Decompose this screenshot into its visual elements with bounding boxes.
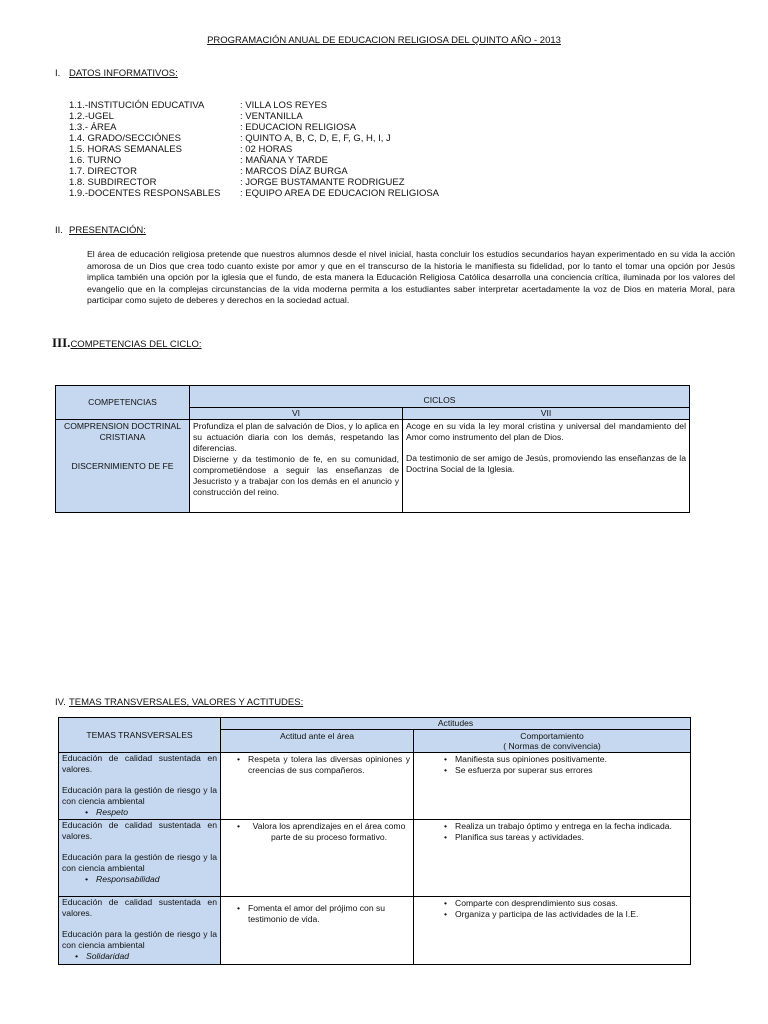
table-row <box>59 718 691 730</box>
header-ciclo-vi: VI <box>190 408 403 420</box>
tema-text: Educación de calidad sustentada en valores. <box>62 820 217 841</box>
info-value: : EDUCACION RELIGIOSA <box>240 122 357 133</box>
actitud-text: • Respeta y tolera las diversas opiniones y creencias de sus compañeros. <box>248 754 410 776</box>
competencia-comprension: COMPRENSION DOCTRINAL CRISTIANA <box>64 421 181 442</box>
info-row <box>0 144 768 155</box>
comportamiento-cell <box>414 753 691 820</box>
tema-text: Educación de calidad sustentada en valores. <box>62 897 217 918</box>
ciclo-vi-text: Profundiza el plan de salvación de Dios, y lo aplica en su actuación diaria con los demás, respetando las diferencias. <box>193 421 399 453</box>
header-ciclos: CICLOS <box>190 386 690 408</box>
tema-text: Educación para la gestión de riesgo y la con ciencia ambiental <box>62 785 217 806</box>
header-actitudes: Actitudes <box>221 718 691 730</box>
tema-cell <box>59 820 221 897</box>
info-row <box>0 177 768 188</box>
header-comportamiento <box>414 730 691 753</box>
info-label: 1.4. GRADO/SECCIÓNES <box>69 133 181 144</box>
tema-text: Educación para la gestión de riesgo y la con ciencia ambiental <box>62 852 217 873</box>
comportamiento-item: • Planifica sus tareas y actividades. <box>455 832 687 843</box>
info-row <box>0 188 768 199</box>
tema-text: Educación para la gestión de riesgo y la con ciencia ambiental <box>62 929 217 950</box>
info-value: : 02 HORAS <box>240 144 293 155</box>
temas-table <box>58 717 691 965</box>
header-temas: TEMAS TRANSVERSALES <box>59 718 221 753</box>
comportamiento-item: • Comparte con desprendimiento sus cosas. <box>455 898 687 909</box>
comportamiento-item: • Manifiesta sus opiniones positivamente. <box>455 754 687 765</box>
tema-text: Educación de calidad sustentada en valores. <box>62 753 217 774</box>
header-comportamiento-title: Comportamiento <box>520 731 584 741</box>
tema-cell <box>59 753 221 820</box>
info-label: 1.6. TURNO <box>69 155 122 166</box>
section-title: PRESENTACIÓN: <box>69 225 146 236</box>
actitud-cell <box>221 820 414 897</box>
header-competencias: COMPETENCIAS <box>56 386 190 420</box>
tema-cell <box>59 897 221 965</box>
info-label: 1.7. DIRECTOR <box>69 166 137 177</box>
info-value: : MAÑANA Y TARDE <box>240 155 328 166</box>
presentation-paragraph: El área de educación religiosa pretende que nuestros alumnos desde el nivel inicial, hasta concluir los estudios secundarios hayan experimentado en su vida la acción amorosa de un Dios que crea todo cuanto existe por amor y que en el transcurso de la historia le manifiesta su fidelidad, por lo tanto el tomar una opción por Jesús implica también una opción por la iglesia que el fundo, de esta manera la Educación Religiosa Católica desarrolla una conciencia crítica, iluminada por los valores del evangelio que en la complejas circunstancias de la vida moderna permita a los estudiantes saber interpretar acertadamente la voz de Dios en materia Moral, para participar como sujeto de deberes y derechos en la sociedad actual. <box>87 249 735 305</box>
table-row <box>59 897 691 965</box>
table-row <box>59 753 691 820</box>
info-value: : JORGE BUSTAMANTE RODRIGUEZ <box>240 177 405 188</box>
info-value: : MARCOS DÍAZ BURGA <box>240 166 348 177</box>
section-title: DATOS INFORMATIVOS: <box>69 68 178 79</box>
valor-text: • Solidaridad <box>86 951 217 962</box>
comportamiento-cell <box>414 897 691 965</box>
actitud-text: • Fomenta el amor del prójimo con su testimonio de vida. <box>248 903 410 925</box>
section-competencias-heading <box>52 335 202 351</box>
info-label: 1.9.-DOCENTES RESPONSABLES <box>69 188 221 199</box>
info-label: 1.5. HORAS SEMANALES <box>69 144 182 155</box>
section-number: II. <box>55 225 63 236</box>
header-actitud-area: Actitud ante el área <box>221 730 414 753</box>
comportamiento-cell <box>414 820 691 897</box>
info-row <box>0 133 768 144</box>
section-temas-heading <box>55 697 303 708</box>
actitud-text: • Valora los aprendizajes en el área como parte de su proceso formativo. <box>248 821 410 843</box>
info-row <box>0 122 768 133</box>
section-number: IV. <box>55 697 66 708</box>
table-row <box>59 820 691 897</box>
section-number: I. <box>55 68 61 79</box>
info-value: : VENTANILLA <box>240 111 303 122</box>
info-label: 1.2.-UGEL <box>69 111 114 122</box>
competencias-table <box>55 385 690 513</box>
ciclo-vi-text: Discierne y da testimonio de fe, en su comunidad, comprometiéndose a seguir las enseñanzas de Jesucristo y a trabajar con los demás en el anuncio y construcción del reino. <box>193 454 399 497</box>
section-title: TEMAS TRANSVERSALES, VALORES Y ACTITUDES: <box>69 697 304 708</box>
info-value: : EQUIPO AREA DE EDUCACION RELIGIOSA <box>240 188 440 199</box>
competencias-names-cell <box>56 420 190 513</box>
page-title: PROGRAMACIÓN ANUAL DE EDUCACION RELIGIOSA DEL QUINTO AÑO - 2013 <box>207 35 561 46</box>
ciclo-vii-cell <box>403 420 690 513</box>
info-value: : QUINTO A, B, C, D, E, F, G, H, I, J <box>240 133 391 144</box>
info-label: 1.3.- ÁREA <box>69 122 117 133</box>
ciclo-vii-text: Acoge en su vida la ley moral cristina y universal del mandamiento del Amor como instrumento del plan de Dios. <box>406 421 686 442</box>
info-label: 1.8. SUBDIRECTOR <box>69 177 157 188</box>
info-row <box>0 166 768 177</box>
info-list <box>0 100 768 199</box>
info-row <box>0 155 768 166</box>
competencia-discernimiento: DISCERNIMIENTO DE FE <box>71 461 174 471</box>
actitud-cell <box>221 753 414 820</box>
section-datos-heading <box>55 68 178 79</box>
valor-text: • Respeto <box>96 807 217 818</box>
section-title: COMPETENCIAS DEL CICLO: <box>70 339 202 350</box>
info-row <box>0 100 768 111</box>
comportamiento-item: • Se esfuerza por superar sus errores <box>455 765 687 776</box>
info-label: 1.1.-INSTITUCIÓN EDUCATIVA <box>69 100 205 111</box>
ciclo-vi-cell <box>190 420 403 513</box>
info-row <box>0 111 768 122</box>
comportamiento-item: • Organiza y participa de las actividades de la I.E. <box>455 909 687 920</box>
actitud-cell <box>221 897 414 965</box>
header-ciclo-vii: VII <box>403 408 690 420</box>
comportamiento-item: • Realiza un trabajo óptimo y entrega en la fecha indicada. <box>455 821 687 832</box>
section-number: III. <box>52 335 71 350</box>
header-normas: ( Normas de convivencia) <box>503 741 601 751</box>
table-row <box>56 420 690 513</box>
ciclo-vii-text: Da testimonio de ser amigo de Jesús, promoviendo las enseñanzas de la Doctrina Social de la Iglesia. <box>406 453 686 474</box>
info-value: : VILLA LOS REYES <box>240 100 328 111</box>
table-row <box>56 386 690 408</box>
section-presentacion-heading <box>55 225 146 236</box>
valor-text: • Responsabilidad <box>96 874 217 885</box>
